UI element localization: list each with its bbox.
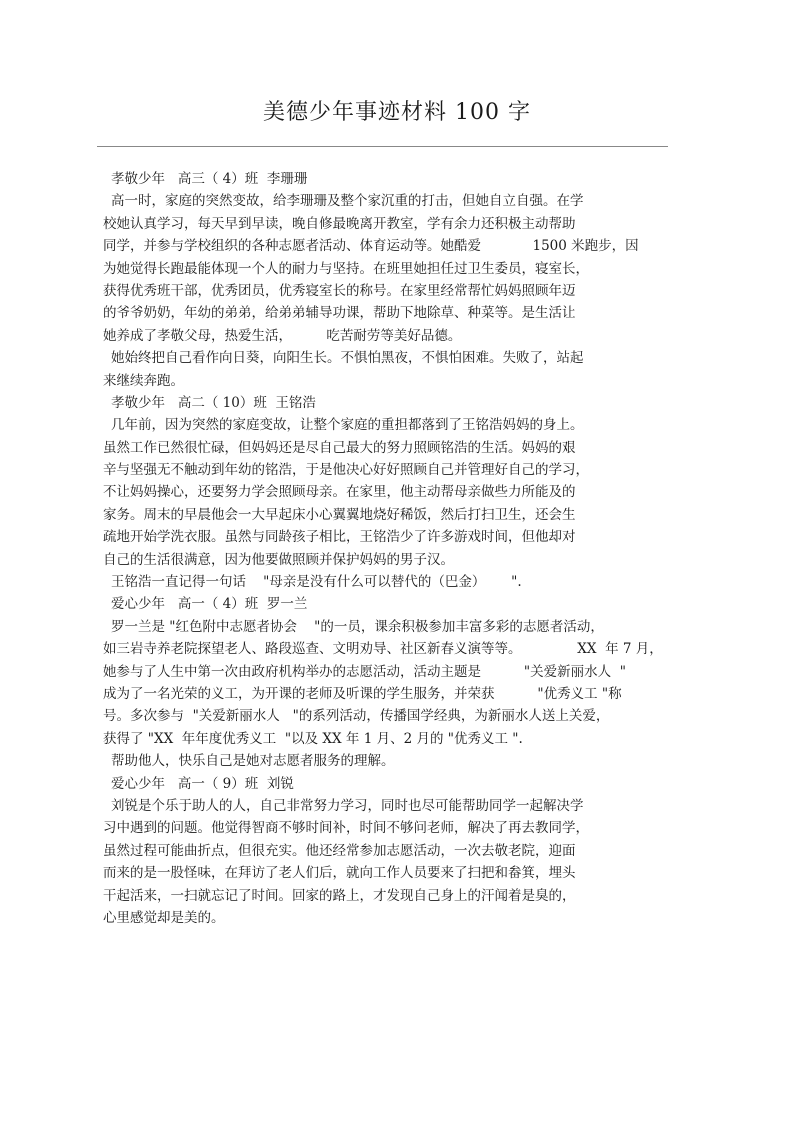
text-line: 成为了一名光荣的义工，为开课的老师及听课的学生服务，并荣获 "优秀义工 "称 — [103, 685, 622, 702]
text-line: 她始终把自己看作向日葵，向阳生长。不惧怕黑夜，不惧怕困难。失败了，站起 — [111, 350, 584, 367]
text-line: 校她认真学习，每天早到早读，晚自修最晚离开教室，学有余力还积极主动帮助 — [103, 215, 576, 232]
text-line: 虽然过程可能曲折点，但很充实。他还经常参加志愿活动，一次去敬老院，迎面 — [103, 842, 576, 859]
text-line: 获得优秀班干部，优秀团员，优秀寝室长的称号。在家里经常帮忙妈妈照顾年迈 — [103, 282, 576, 299]
text-line: 帮助他人，快乐自己是她对志愿者服务的理解。 — [111, 753, 395, 770]
text-line: 她养成了孝敬父母，热爱生活， 吃苦耐劳等美好品德。 — [103, 327, 462, 344]
text-line: 不让妈妈操心，还要努力学会照顾母亲。在家里，他主动帮母亲做些力所能及的 — [103, 484, 576, 501]
text-line: 爱心少年 高一（ 4）班 罗一兰 — [111, 596, 308, 613]
text-line: 同学，并参与学校组织的各种志愿者活动、体育运动等。她酷爱 1500 米跑步，因 — [103, 238, 639, 255]
title-divider — [97, 146, 668, 147]
text-line: 为她觉得长跑最能体现一个人的耐力与坚持。在班里她担任过卫生委员，寝室长， — [103, 260, 589, 277]
text-line: 干起活来，一扫就忘记了时间。回家的路上，才发现自己身上的汗闻着是臭的， — [103, 887, 576, 904]
text-line: 高一时，家庭的突然变故，给李珊珊及整个家沉重的打击，但她自立自强。在学 — [111, 193, 584, 210]
text-line: 而来的是一股怪味，在拜访了老人们后，就向工作人员要来了扫把和畚箕，埋头 — [103, 865, 576, 882]
text-line: 辛与坚强无不触动到年幼的铭浩，于是他决心好好照顾自己并管理好自己的学习， — [103, 462, 589, 479]
text-line: 几年前，因为突然的家庭变故，让整个家庭的重担都落到了王铭浩妈妈的身上。 — [111, 417, 584, 434]
text-line: 获得了 "XX 年年度优秀义工 "以及 XX 年 1 月、2 月的 "优秀义工 ". — [103, 730, 523, 747]
text-line: 刘锐是个乐于助人的人，自己非常努力学习，同时也尽可能帮助同学一起解决学 — [111, 797, 584, 814]
text-line: 罗一兰是 "红色附中志愿者协会 "的一员，课余积极参加丰富多彩的志愿者活动， — [111, 618, 604, 635]
text-line: 孝敬少年 高三（ 4）班 李珊珊 — [111, 171, 308, 187]
text-line: 自己的生活很满意，因为他要做照顾并保护妈妈的男子汉。 — [103, 551, 454, 568]
text-line: 疏地开始学洗衣服。虽然与同龄孩子相比，王铭浩少了许多游戏时间，但他却对 — [103, 529, 576, 546]
text-line: 来继续奔跑。 — [103, 372, 184, 389]
text-line: 号。多次参与 "关爱新丽水人 "的系列活动，传播国学经典，为新丽水人送上关爱， — [103, 708, 610, 725]
text-line: 虽然工作已然很忙碌，但妈妈还是尽自己最大的努力照顾铭浩的生活。妈妈的艰 — [103, 439, 576, 456]
page-title: 美德少年事迹材料 100 字 — [263, 100, 531, 125]
document-body — [103, 168, 703, 929]
text-line: 她参与了人生中第一次由政府机构举办的志愿活动，活动主题是 "关爱新丽水人 " — [103, 663, 626, 680]
text-line: 王铭浩一直记得一句话 "母亲是没有什么可以替代的（巴金） ". — [111, 574, 522, 591]
text-line: 心里感觉却是美的。 — [103, 909, 225, 926]
text-line: 家务。周末的早晨他会一大早起床小心翼翼地烧好稀饭，然后打扫卫生，还会生 — [103, 506, 576, 523]
text-line: 如三岩寺养老院探望老人、路段巡查、文明劝导、社区新春义演等等。 XX 年 7 月， — [103, 641, 663, 658]
text-line: 爱心少年 高一（ 9）班 刘锐 — [111, 775, 294, 792]
text-line: 的爷爷奶奶，年幼的弟弟，给弟弟辅导功课，帮助下地除草、种菜等。是生活让 — [103, 305, 576, 322]
text-line: 习中遇到的问题。他觉得智商不够时间补，时间不够问老师，解决了再去教同学， — [103, 820, 589, 837]
text-line: 孝敬少年 高二（ 10）班 王铭浩 — [111, 394, 316, 411]
